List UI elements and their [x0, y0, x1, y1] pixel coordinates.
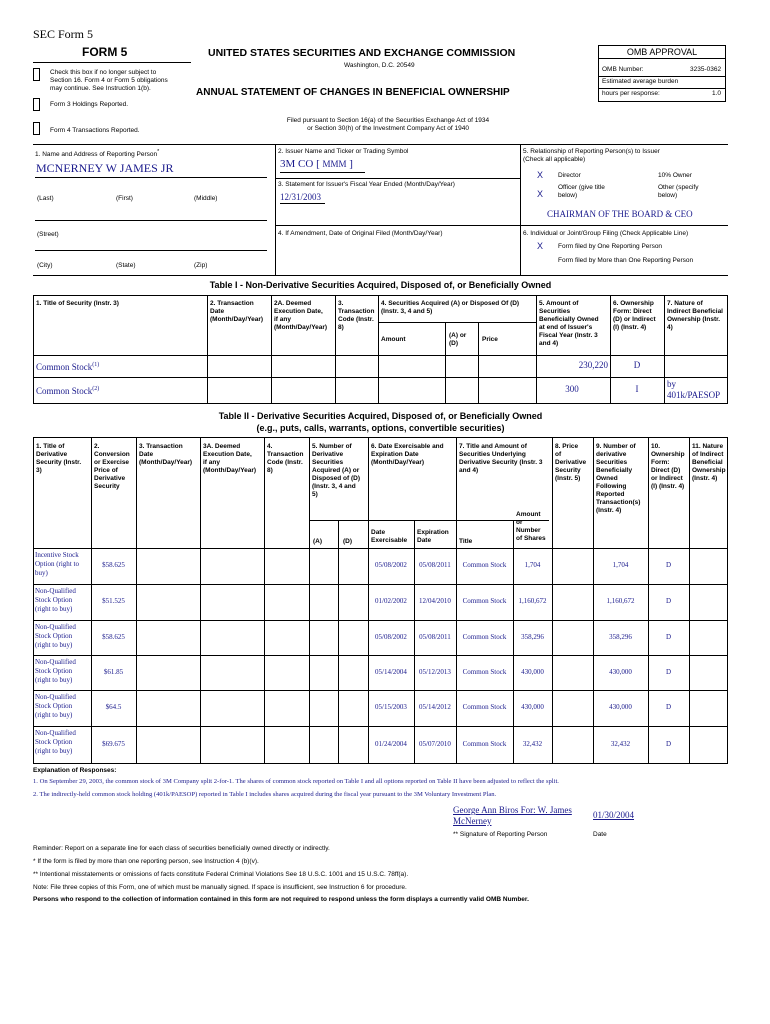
omb-burden-label: Estimated average burden	[602, 78, 679, 85]
expiration-date: 05/08/2011	[419, 632, 451, 641]
form4-transactions-checkbox[interactable]	[33, 122, 40, 135]
t2-col7-header: 7. Title and Amount of Securities Underlying Derivative Security (Instr. 3 and 4)	[459, 443, 543, 474]
t2-col3-header: 3. Transaction Date (Month/Day/Year)	[139, 443, 193, 466]
signature-date: 01/30/2004	[593, 810, 635, 820]
expiration-date: 05/07/2010	[419, 739, 451, 748]
date-label: Date	[593, 831, 607, 838]
state-label: (State)	[116, 262, 136, 269]
no-longer-subject-checkbox[interactable]	[33, 68, 40, 81]
t2-col2-header: 2. Conversion or Exercise Price of Derivative Security	[94, 443, 130, 490]
last-label: (Last)	[37, 195, 54, 202]
street-label: (Street)	[37, 231, 59, 238]
explanation-heading: Explanation of Responses:	[33, 767, 117, 774]
reporting-person-name: MCNERNEY W JAMES JR	[36, 161, 174, 175]
derivative-title-line: Non-Qualified	[35, 587, 76, 595]
t1-col1-header: 1. Title of Security (Instr. 3)	[36, 300, 119, 307]
t1-col5-header: 5. Amount of Securities Beneficially Owned at end of Issuer's Fiscal Year (Instr. 3 and 4)	[539, 300, 599, 347]
underlying-shares: 430,000	[521, 667, 544, 676]
underlying-title: Common Stock	[462, 597, 507, 605]
statement-title: ANNUAL STATEMENT OF CHANGES IN BENEFICIAL OWNERSHIP	[196, 87, 510, 98]
table-row	[35, 623, 76, 650]
footer-note-4: Persons who respond to the collection of information contained in this form are not required to respond unless the form displays a currently valid OMB Number.	[33, 896, 529, 903]
t1-row2-form: I	[635, 384, 639, 394]
footer-note-3: Note: File three copies of this Form, one of which must be manually signed. If space is insufficient, see Instruction 6 for procedure.	[33, 884, 407, 891]
fiscal-year-end-date: 12/31/2003	[280, 192, 322, 202]
derivative-title-line: (right to buy)	[35, 711, 73, 719]
signature-label: ** Signature of Reporting Person	[453, 831, 548, 838]
t2-d-header: (D)	[343, 538, 353, 545]
director-label: Director	[558, 172, 581, 179]
form-title: FORM 5	[82, 45, 128, 59]
conversion-price: $64.5	[105, 703, 122, 711]
ownership-form: D	[665, 561, 672, 569]
expiration-date: 05/14/2012	[419, 703, 451, 711]
section4-label: 4. If Amendment, Date of Original Filed (Month/Day/Year)	[278, 230, 443, 237]
section6-label: 6. Individual or Joint/Group Filing (Check Applicable Line)	[523, 230, 689, 237]
underlying-title: Common Stock	[462, 739, 507, 748]
derivative-title-line: Incentive Stock	[35, 551, 79, 559]
section1-label: 1. Name and Address of Reporting Person*	[35, 149, 160, 159]
agency-title: UNITED STATES SECURITIES AND EXCHANGE COMMISSION	[208, 47, 516, 59]
omb-number-label: OMB Number:	[602, 66, 644, 73]
footer-note-2: ** Intentional misstatements or omissions of facts constitute Federal Criminal Violations See 18 U.S.C. 1001 and 15 U.S.C. 78ff(a).	[33, 871, 409, 878]
derivative-title-line: (right to buy)	[35, 641, 73, 649]
t1-col4-header: 4. Securities Acquired (A) or Disposed Of (D) (Instr. 3, 4 and 5)	[381, 300, 520, 315]
t1-amount-header: Amount	[381, 336, 406, 343]
omb-hours-label: hours per response:	[602, 90, 660, 97]
explanation-note-1: 1. On September 29, 2003, the common stock of 3M Company split 2-for-1. The shares of common stock reported on Table I and all options reported on Table II have been adjusted to reflect the split.	[33, 778, 559, 785]
t1-aord-header: (A) or (D)	[449, 332, 467, 347]
securities-owned: 430,000	[609, 667, 632, 676]
expiration-date: 05/12/2013	[419, 667, 451, 676]
t1-price-header: Price	[482, 336, 498, 343]
derivative-title-line: Option (right to	[35, 560, 79, 568]
t2-col3a-header: 3A. Deemed Execution Date, if any (Month/Day/Year)	[203, 443, 257, 474]
officer-x-mark[interactable]: X	[537, 189, 544, 199]
t2-col9-header: 9. Number of derivative Securities Beneficially Owned Following Reported Transaction(s) (Instr. 4)	[596, 443, 641, 514]
expiration-date: 12/04/2010	[419, 597, 451, 605]
table-row	[35, 693, 76, 720]
footer-note-1: * If the form is filed by more than one reporting person, see Instruction 4 (b)(v).	[33, 858, 259, 865]
date-exercisable: 01/24/2004	[375, 739, 407, 748]
officer-label: Officer (give title below)	[558, 184, 605, 199]
derivative-title-line: (right to buy)	[35, 605, 73, 613]
derivative-title-line: (right to buy)	[35, 676, 73, 684]
securities-owned: 32,432	[610, 739, 631, 748]
form4-transactions-label: Form 4 Transactions Reported.	[50, 127, 140, 134]
derivative-title-line: Non-Qualified	[35, 729, 76, 737]
t2-col10-header: 10. Ownership Form: Direct (D) or Indirect (I) (Instr. 4)	[651, 443, 685, 490]
one-person-label: Form filed by One Reporting Person	[558, 243, 663, 250]
table-row	[35, 587, 76, 614]
conversion-price: $58.625	[102, 561, 125, 569]
table1-title: Table I - Non-Derivative Securities Acquired, Disposed of, or Beneficially Owned	[209, 280, 552, 290]
securities-owned: 1,704	[612, 561, 629, 569]
t1-row1-owned: 230,220	[578, 360, 608, 370]
t1-col2a-header: 2A. Deemed Execution Date, if any (Month/Day/Year)	[274, 300, 328, 331]
t1-row1-form: D	[633, 360, 641, 370]
t2-col4-header: 4. Transaction Code (Instr. 8)	[267, 443, 304, 474]
filed-pursuant: Filed pursuant to Section 16(a) of the Securities Exchange Act of 1934 or Section 30(h) of the Investment Company Act of 1940	[286, 117, 490, 132]
agency-city: Washington, D.C. 20549	[344, 62, 415, 69]
t2-col5-header: 5. Number of Derivative Securities Acquired (A) or Disposed of (D) (Instr. 3, 4 and 5)	[312, 443, 361, 498]
ownership-form: D	[665, 632, 672, 641]
t2-exercisable-header: Date Exercisable	[371, 529, 408, 544]
table-row	[35, 658, 76, 685]
t2-col1-header: 1. Title of Derivative Security (Instr. 3)	[36, 443, 82, 474]
officer-title: CHAIRMAN OF THE BOARD & CEO	[547, 209, 693, 219]
securities-owned: 358,296	[609, 632, 632, 641]
securities-owned: 1,160,672	[606, 597, 635, 605]
ownership-form: D	[665, 703, 672, 711]
omb-title: OMB APPROVAL	[599, 46, 725, 59]
derivative-title-line: Stock Option	[35, 667, 73, 675]
underlying-title: Common Stock	[462, 632, 507, 641]
conversion-price: $61.85	[103, 667, 124, 676]
conversion-price: $51.525	[102, 597, 125, 605]
underlying-title: Common Stock	[462, 703, 507, 711]
t1-col6-header: 6. Ownership Form: Direct (D) or Indirect (I) (Instr. 4)	[613, 300, 656, 331]
table-row	[35, 551, 79, 578]
footer-reminder: Reminder: Report on a separate line for each class of securities beneficially owned directly or indirectly.	[33, 845, 330, 852]
signature-name: George Ann Biros For: W. James McNerney	[453, 805, 572, 826]
explanation-note-2: 2. The indirectly-held common stock holding (401k/PAESOP) reported in Table I includes shares acquired during the fiscal year pursuant to the 3M Voluntary Investment Plan.	[33, 791, 497, 798]
underlying-shares: 358,296	[521, 632, 544, 641]
other-label: Other (specify below)	[658, 184, 699, 199]
date-exercisable: 05/08/2002	[375, 561, 407, 569]
t1-col3-header: 3. Transaction Code (Instr. 8)	[338, 300, 375, 331]
derivative-title-line: buy)	[35, 569, 48, 577]
city-label: (City)	[37, 262, 53, 269]
form-label: SEC Form 5	[33, 27, 94, 41]
section3-label: 3. Statement for Issuer's Fiscal Year Ended (Month/Day/Year)	[278, 181, 455, 188]
t2-col11-header: 11. Nature of Indirect Beneficial Ownership (Instr. 4)	[692, 443, 726, 482]
t1-row2-nature: by 401k/PAESOP	[667, 379, 721, 400]
conversion-price: $69.675	[102, 739, 125, 748]
t1-col7-header: 7. Nature of Indirect Beneficial Ownership (Instr. 4)	[667, 300, 723, 331]
t2-amount-header: Amount or Number of Shares	[516, 511, 546, 542]
derivative-title-line: Stock Option	[35, 738, 73, 746]
middle-label: (Middle)	[194, 195, 218, 202]
derivative-title-line: Non-Qualified	[35, 693, 76, 701]
derivative-title-line: Stock Option	[35, 702, 73, 710]
table2-title: Table II - Derivative Securities Acquired, Disposed of, or Beneficially Owned (e.g., puts, calls, warrants, options, convertible securities)	[218, 411, 543, 433]
expiration-date: 05/08/2011	[419, 561, 451, 569]
date-exercisable: 05/08/2002	[375, 632, 407, 641]
no-longer-subject-label: Check this box if no longer subject to Section 16. Form 4 or Form 5 obligations may continue. See Instruction 1(b).	[50, 69, 168, 92]
ten-pct-owner-label: 10% Owner	[658, 172, 692, 179]
t2-a-header: (A)	[313, 538, 323, 545]
form3-holdings-checkbox[interactable]	[33, 98, 40, 111]
t1-row2-owned: 300	[565, 384, 579, 394]
omb-number: 3235-0362	[690, 66, 722, 73]
underlying-shares: 32,432	[522, 739, 543, 748]
derivative-title-line: Stock Option	[35, 596, 73, 604]
section5-label: 5. Relationship of Reporting Person(s) to Issuer (Check all applicable)	[523, 148, 660, 163]
ownership-form: D	[665, 739, 672, 748]
omb-hours: 1.0	[712, 90, 722, 97]
section2-label: 2. Issuer Name and Ticker or Trading Symbol	[278, 148, 409, 155]
form3-holdings-label: Form 3 Holdings Reported.	[50, 101, 129, 108]
underlying-shares: 430,000	[521, 703, 544, 711]
first-label: (First)	[116, 195, 133, 202]
conversion-price: $58.625	[102, 632, 125, 641]
t2-expiration-header: Expiration Date	[417, 529, 449, 544]
underlying-title: Common Stock	[462, 561, 507, 569]
one-person-x-mark[interactable]: X	[537, 241, 544, 251]
derivative-title-line: Stock Option	[35, 632, 73, 640]
date-exercisable: 05/15/2003	[375, 703, 407, 711]
issuer-name: 3M CO [ MMM ]	[280, 158, 353, 170]
zip-label: (Zip)	[194, 262, 208, 269]
table-row: Common Stock$^{(1)}$	[36, 362, 100, 372]
ownership-form: D	[665, 667, 672, 676]
more-person-label: Form filed by More than One Reporting Person	[558, 257, 694, 264]
underlying-shares: 1,704	[524, 561, 541, 569]
t1-col2-header: 2. Transaction Date (Month/Day/Year)	[210, 300, 264, 323]
table-row	[35, 729, 76, 756]
underlying-shares: 1,160,672	[518, 597, 547, 605]
t2-col6-header: 6. Date Exercisable and Expiration Date (Month/Day/Year)	[371, 443, 444, 466]
t2-title-header: Title	[459, 538, 473, 545]
underlying-title: Common Stock	[462, 667, 507, 676]
date-exercisable: 01/02/2002	[375, 597, 407, 605]
derivative-title-line: Non-Qualified	[35, 623, 76, 631]
t2-col8-header: 8. Price of Derivative Security (Instr. 5)	[555, 443, 587, 482]
ownership-form: D	[665, 597, 672, 605]
table-row: Common Stock$^{(2)}$	[36, 386, 100, 396]
director-x-mark[interactable]: X	[537, 170, 544, 180]
date-exercisable: 05/14/2004	[375, 667, 407, 676]
securities-owned: 430,000	[609, 703, 632, 711]
derivative-title-line: Non-Qualified	[35, 658, 76, 666]
derivative-title-line: (right to buy)	[35, 747, 73, 755]
